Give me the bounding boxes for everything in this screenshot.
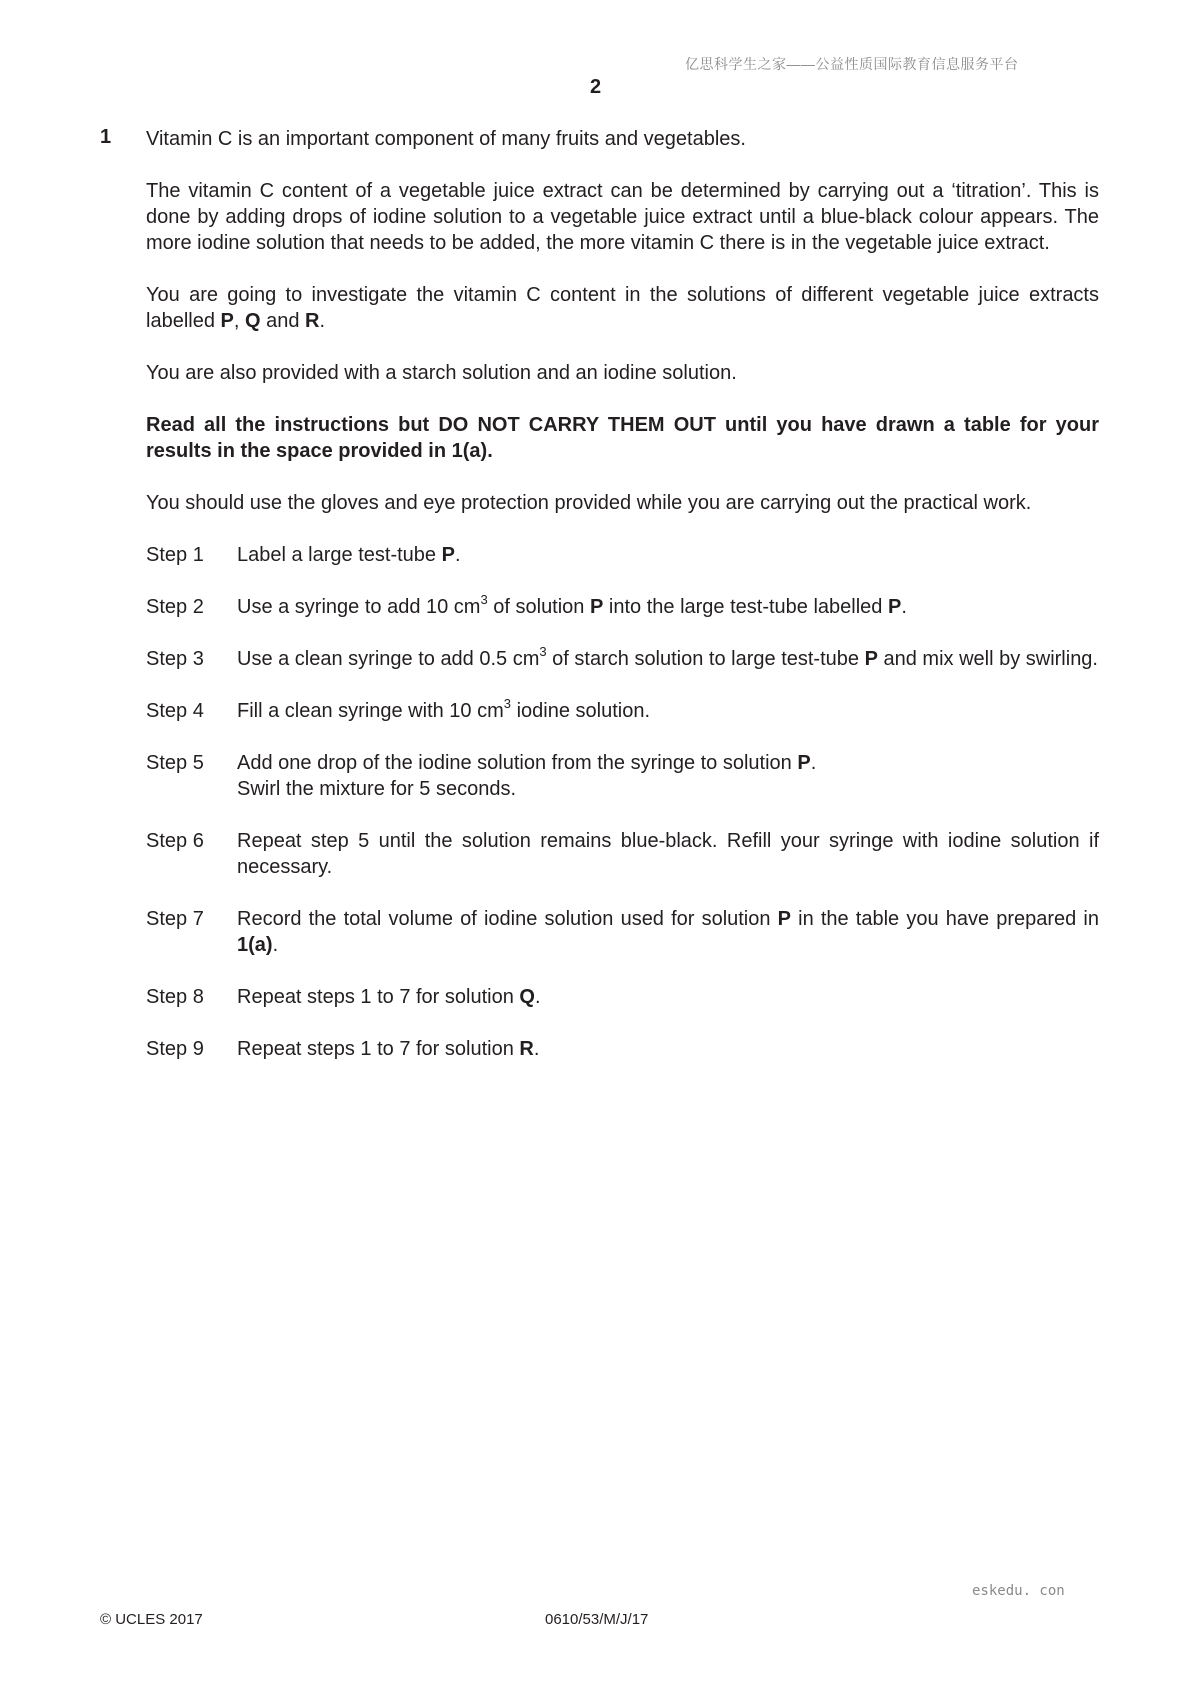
step-text: Repeat steps 1 to 7 for solution Q. xyxy=(237,986,541,1008)
step-label: Step 5 xyxy=(146,752,204,774)
step-label: Step 1 xyxy=(146,544,204,566)
titration-paragraph: The vitamin C content of a vegetable juice extract can be determined by carrying out a ‘titration’. This is done by adding drops of iodine solution to a vegetable juice extract until a blue-black colour appears. The more iodine solution that needs to be added, the more vitamin C there is in the vegetable juice extract. xyxy=(146,180,1099,254)
step-text: Add one drop of the iodine solution from the syringe to solution P. Swirl the mixture for 5 seconds. xyxy=(237,752,817,800)
step-label: Step 4 xyxy=(146,700,204,722)
step-label: Step 8 xyxy=(146,986,204,1008)
step-text: Label a large test-tube P. xyxy=(237,544,461,566)
step-4 xyxy=(146,698,1099,724)
step-text: Repeat step 5 until the solution remains blue-black. Refill your syringe with iodine solution if necessary. xyxy=(237,830,1099,878)
step-8 xyxy=(146,984,1099,1010)
paper-code: 0610/53/M/J/17 xyxy=(545,1611,649,1628)
step-text: Repeat steps 1 to 7 for solution R. xyxy=(237,1038,540,1060)
step-text: Fill a clean syringe with 10 $cm^3$ iodine solution. xyxy=(237,696,650,722)
intro-paragraph: Vitamin C is an important component of many fruits and vegetables. xyxy=(146,128,746,150)
step-text: Record the total volume of iodine solution used for solution P in the table you have prepared in 1(a). xyxy=(237,908,1099,956)
step-label: Step 9 xyxy=(146,1038,204,1060)
step-label: Step 2 xyxy=(146,596,204,618)
step-3 xyxy=(146,646,1099,672)
step-7 xyxy=(146,906,1099,958)
page-number: 2 xyxy=(589,76,602,98)
step-label: Step 3 xyxy=(146,648,204,670)
footer-watermark: eskedu. con xyxy=(972,1583,1065,1599)
header-watermark: 亿思科学生之家——公益性质国际教育信息服务平台 xyxy=(685,56,1019,72)
question-number: 1 xyxy=(100,126,112,148)
step-label: Step 6 xyxy=(146,830,204,852)
investigate-paragraph: You are going to investigate the vitamin C content in the solutions of different vegetable juice extracts labelled P, Q and R. xyxy=(146,284,1099,332)
step-label: Step 7 xyxy=(146,908,204,930)
step-text: Use a syringe to add 10 $cm^3$ of solution P into the large test-tube labelled P. xyxy=(237,592,907,618)
step-9 xyxy=(146,1036,1099,1062)
question-body xyxy=(146,126,1099,1088)
step-5 xyxy=(146,750,1099,802)
step-2 xyxy=(146,594,1099,620)
safety-paragraph: You should use the gloves and eye protection provided while you are carrying out the practical work. xyxy=(146,492,1032,514)
step-1 xyxy=(146,542,1099,568)
provided-paragraph: You are also provided with a starch solution and an iodine solution. xyxy=(146,362,737,384)
step-6 xyxy=(146,828,1099,880)
instruction-paragraph: Read all the instructions but DO NOT CARRY THEM OUT until you have drawn a table for your results in the space provided in 1(a). xyxy=(146,414,1099,462)
step-text: Use a clean syringe to add 0.5 $cm^3$ of starch solution to large test-tube P and mix well by swirling. xyxy=(237,644,1098,670)
copyright: © UCLES 2017 xyxy=(100,1611,203,1628)
